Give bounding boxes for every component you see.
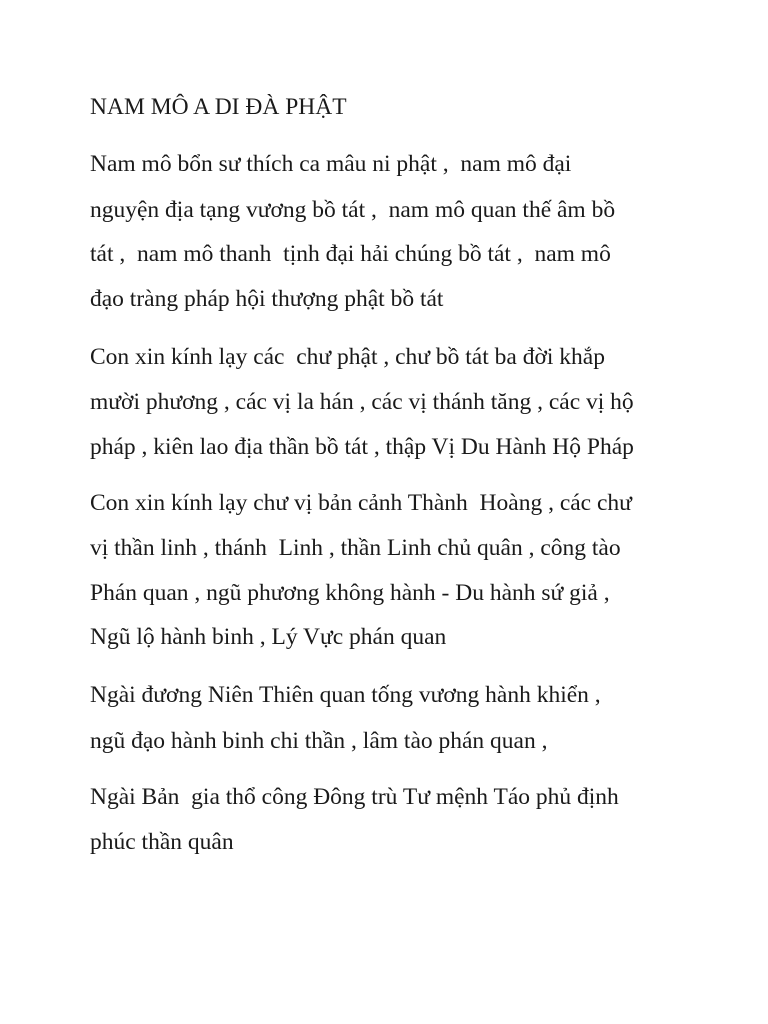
text-line: phúc thần quân — [90, 829, 234, 855]
text-line: Ngài đương Niên Thiên quan tống vương hành khiển , — [90, 682, 601, 708]
text-line: Nam mô bổn sư thích ca mâu ni phật , nam mô đại — [90, 151, 572, 177]
text-line: mười phương , các vị la hán , các vị thánh tăng , các vị hộ — [90, 389, 634, 415]
text-line: ngũ đạo hành binh chi thần , lâm tào phán quan , — [90, 728, 548, 754]
document-title: NAM MÔ A DI ĐÀ PHẬT — [90, 94, 347, 120]
text-line: pháp , kiên lao địa thần bồ tát , thập Vị Du Hành Hộ Pháp — [90, 434, 634, 460]
text-line: tát , nam mô thanh tịnh đại hải chúng bồ tát , nam mô — [90, 241, 611, 267]
text-line: Con xin kính lạy các chư phật , chư bồ tát ba đời khắp — [90, 344, 605, 370]
text-line: nguyện địa tạng vương bồ tát , nam mô quan thế âm bồ — [90, 197, 616, 223]
text-line: đạo tràng pháp hội thượng phật bồ tát — [90, 286, 444, 312]
text-line: Ngũ lộ hành binh , Lý Vực phán quan — [90, 624, 447, 650]
text-line: Ngài Bản gia thổ công Đông trù Tư mệnh Táo phủ định — [90, 784, 619, 810]
text-line: Phán quan , ngũ phương không hành - Du hành sứ giả , — [90, 580, 610, 606]
text-line: Con xin kính lạy chư vị bản cảnh Thành Hoàng , các chư — [90, 490, 632, 516]
text-line: vị thần linh , thánh Linh , thần Linh chủ quân , công tào — [90, 535, 621, 561]
